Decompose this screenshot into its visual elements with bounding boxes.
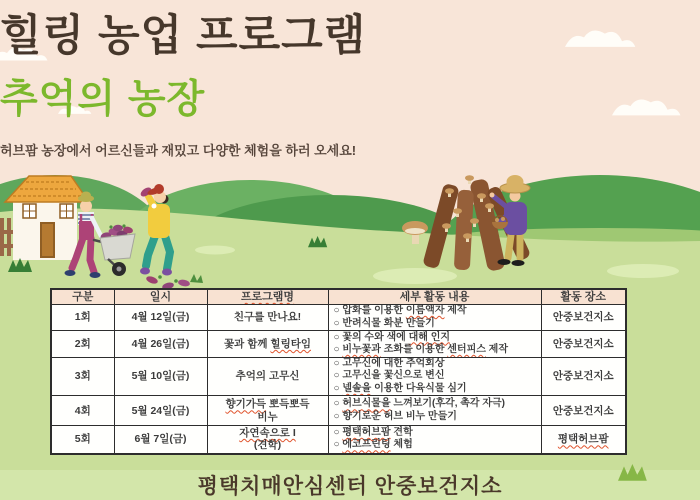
poster-subtitle: 추억의 농장	[0, 78, 206, 121]
table-header-row	[51, 289, 626, 305]
table-row	[51, 305, 626, 331]
footer-org: 평택치매안심센터 안중보건지소	[197, 475, 503, 498]
date-cell: 6월 7일(금)	[114, 426, 207, 454]
program-line: 향기가득 뽀득뽀득	[225, 398, 310, 411]
program-cell	[207, 358, 328, 396]
col-header: 세부 활동 내용	[328, 289, 541, 305]
place-cell	[541, 426, 626, 454]
activity-line: ○ 향기로운 허브 비누 만들기	[333, 410, 457, 422]
poster-title: 힐링 농업 프로그램	[0, 12, 367, 60]
place-cell	[541, 358, 626, 396]
col-header: 프로그램명	[207, 289, 328, 305]
activity-line: ○ 반려식물 화분 만들기	[333, 317, 435, 329]
session-cell: 5회	[51, 426, 114, 454]
session-cell: 1회	[51, 305, 114, 331]
activity-details-cell	[328, 358, 541, 396]
program-cell	[207, 305, 328, 331]
place-line: 안중보건지소	[552, 404, 614, 417]
program-cell	[207, 396, 328, 426]
program-line: 자연속으로 I	[239, 427, 296, 440]
table-row	[51, 396, 626, 426]
activity-line: ○ 에코프린팅 체험	[333, 439, 413, 451]
activity-details-cell	[328, 331, 541, 358]
place-cell	[541, 305, 626, 331]
activity-line: ○ 고무신에 대한 추억회상	[333, 358, 445, 369]
schedule-table	[50, 288, 627, 455]
activity-line: ○ 압화를 이용한 이름액자 제작	[333, 305, 467, 317]
activity-line: ○ 꽃의 수와 색에 대해 인지	[333, 331, 451, 343]
table-row	[51, 358, 626, 396]
place-cell	[541, 331, 626, 358]
activity-line: ○ 평택허브팜 견학	[333, 427, 413, 439]
activity-line: ○ 비누꽃과 조화를 이용한 센터피스 제작	[333, 344, 509, 355]
col-header: 활동 장소	[541, 289, 626, 305]
col-header: 일시	[114, 289, 207, 305]
place-line: 안중보건지소	[552, 311, 614, 324]
program-line: 추억의 고무신	[235, 370, 300, 383]
program-cell	[207, 331, 328, 358]
activity-line: ○ 허브식물을 느껴보기(후각, 촉각 자극)	[333, 398, 506, 410]
session-cell: 2회	[51, 331, 114, 358]
table-row	[51, 426, 626, 454]
program-cell	[207, 426, 328, 454]
date-cell: 4월 12일(금)	[114, 305, 207, 331]
program-line: (견학)	[253, 439, 282, 452]
place-cell	[541, 396, 626, 426]
program-line: 꽃과 함께 힐링타임	[224, 337, 311, 350]
date-cell: 4월 26일(금)	[114, 331, 207, 358]
place-line: 평택허브팜	[557, 433, 609, 446]
date-cell: 5월 10일(금)	[114, 358, 207, 396]
place-line: 안중보건지소	[552, 337, 614, 350]
activity-line: ○ 넬솔을 이용한 다육식물 심기	[333, 382, 467, 394]
date-cell: 5월 24일(금)	[114, 396, 207, 426]
program-line: 친구를 만나요!	[233, 311, 302, 324]
col-header: 구분	[51, 289, 114, 305]
session-cell: 4회	[51, 396, 114, 426]
program-line: 비누	[257, 410, 278, 423]
place-line: 안중보건지소	[552, 370, 614, 383]
activity-details-cell	[328, 396, 541, 426]
table-row	[51, 331, 626, 358]
activity-line: ○ 고무신을 꽃신으로 변신	[333, 370, 445, 382]
tagline: 허브팜 농장에서 어르신들과 재밌고 다양한 체험을 하러 오세요!	[0, 143, 357, 158]
activity-details-cell	[328, 305, 541, 331]
session-cell: 3회	[51, 358, 114, 396]
activity-details-cell	[328, 426, 541, 454]
